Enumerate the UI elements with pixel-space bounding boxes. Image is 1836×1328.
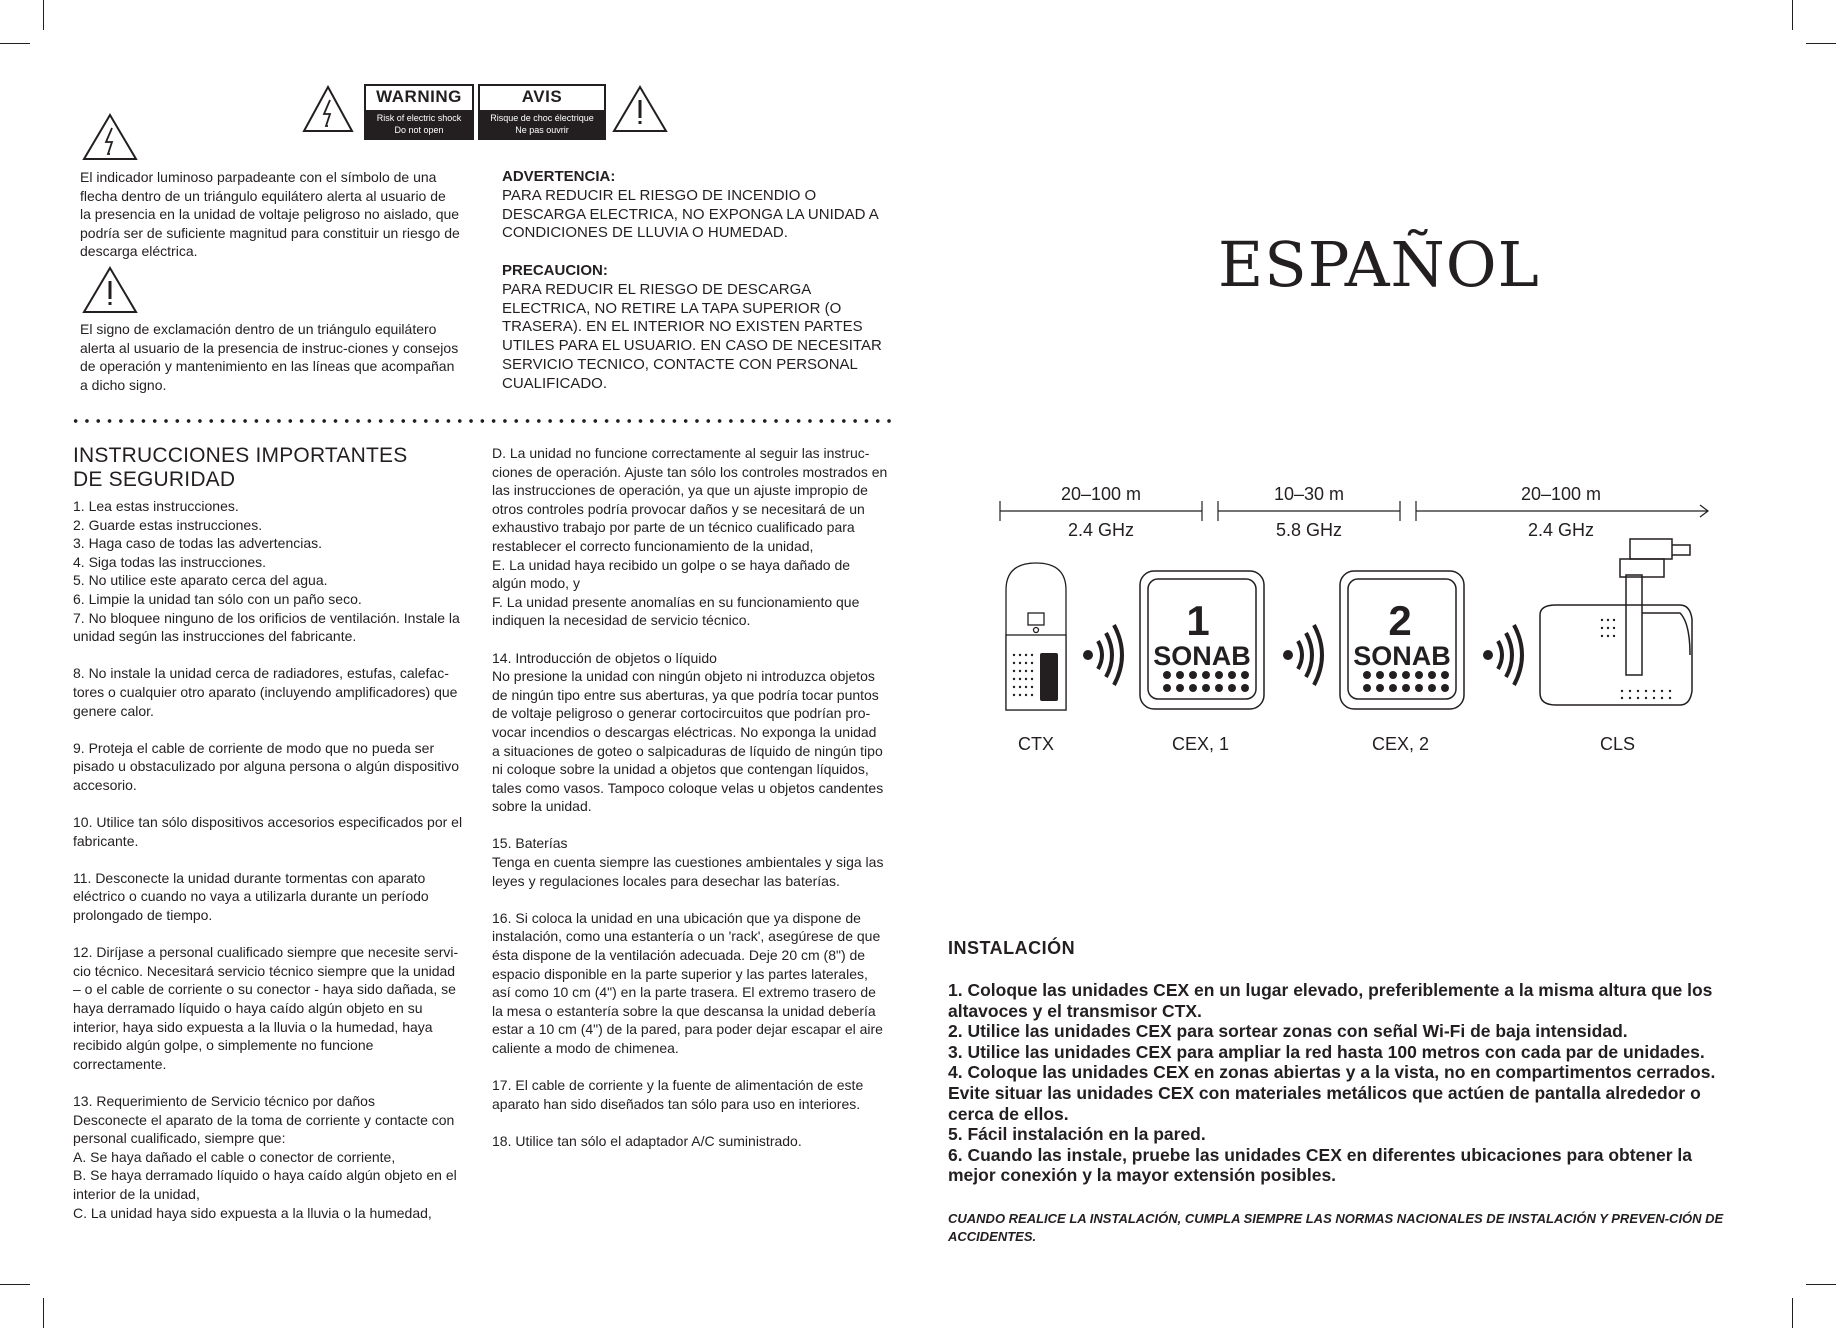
language-title: ESPAÑOL [1218,228,1540,301]
safety-paragraph: 10. Utilice tan sólo dispositivos accesorios especificados por el fabricante. [73,814,463,849]
device-label-cls: CLS [1600,734,1636,754]
safety-paragraph: 13. Requerimiento de Servicio técnico por daños Desconecte el aparato de la toma de corriente y contacte con personal cualificado, siempre que: A. Se haya dañado el cable o conector de corriente, B. Se haya derramado líquido o haya caído algún objeto en el interior de la unidad, C. La unidad haya sido expuesta a la lluvia o la humedad, [73,1093,457,1221]
warning-line1: Risk of electric shock [376,113,462,123]
cex1-brand: SONAB [1153,641,1251,671]
cex2-number: 2 [1388,597,1412,644]
safety-paragraph: 12. Diríjase a personal cualificado siempre que necesite servi-cio técnico. Necesitará servicio técnico siempre que la unidad – o el cable de corriente o su conector - haya sido dañada, se haya derramado líquido o haya caído algún objeto en su interior, haya sido expuesta a la lluvia o la humedad, haya recibido algún golpe, o simplemente no funcione correctamente. [73,944,459,1072]
distance-range-1: 20–100 m [1060,484,1142,504]
safety-heading: INSTRUCCIONES IMPORTANTES DE SEGURIDAD [73,444,408,491]
safety-column-1 [73,497,465,1222]
safety-paragraph: 18. Utilice tan sólo el adaptador A/C suministrado. [492,1132,802,1149]
safety-paragraph: 11. Desconecte la unidad durante tormentas con aparato eléctrico o cuando no vaya a utilizarla durante un período prolongado de tiempo. [73,869,429,924]
lightning-triangle-icon [82,112,138,162]
installation-note: CUANDO REALICE LA INSTALACIÓN, CUMPLA SIEMPRE LAS NORMAS NACIONALES DE INSTALACIÓN Y PREVEN-CIÓN DE ACCIDENTES. [948,1211,1724,1244]
avis-line1: Risque de choc électrique [490,113,594,123]
safety-paragraph: 15. Baterías Tenga en cuenta siempre las cuestiones ambientales y siga las leyes y regulaciones locales para desechar las baterías. [492,835,884,889]
safety-paragraph: 8. No instale la unidad cerca de radiadores, estufas, calefac-tores o cualquier otro aparato (incluyendo amplificadores) que genere calor. [73,665,458,719]
wireless-wave-icon [1283,625,1322,685]
installation-heading: INSTALACIÓN [948,938,1076,958]
safety-paragraph: 9. Proteja el cable de corriente de modo que no pueda ser pisado u obstaculizado por alguna persona o algún dispositivo accesorio. [73,739,460,793]
wireless-wave-icon [1083,625,1122,685]
distance-band-3: 2.4 GHz [1527,520,1595,540]
network-diagram [990,495,1720,725]
lightning-explanation: El indicador luminoso parpadeante con el símbolo de una flecha dentro de un triángulo equilátero alerta al usuario de la presencia en la unidad de voltaje peligroso no aislado, que podría ser de suficiente magnitud para constituir un riesgo de descarga eléctrica. [80,169,460,260]
warning-label [364,84,474,140]
cex1-number: 1 [1186,597,1210,644]
precaucion-title: PRECAUCION: [502,261,608,279]
warning-title: WARNING [376,87,462,106]
cex2-brand: SONAB [1353,641,1451,671]
device-label-cex2: CEX, 2 [1372,734,1430,754]
safety-paragraph: 17. El cable de corriente y la fuente de alimentación de este aparato han sido diseñados tan sólo para uso en interiores. [492,1077,864,1112]
distance-range-2: 10–30 m [1273,484,1345,504]
avis-line2: Ne pas ouvrir [515,125,569,135]
warning-line2: Do not open [394,125,444,135]
advertencia-text: PARA REDUCIR EL RIESGO DE INCENDIO O DESCARGA ELECTRICA, NO EXPONGA LA UNIDAD A CONDICIONES DE LLUVIA O HUMEDAD. [502,186,878,242]
exclamation-explanation: El signo de exclamación dentro de un triángulo equilátero alerta al usuario de la presencia de instruc-ciones y consejos de operación y mantenimiento en las líneas que acompañan a dicho signo. [80,321,459,393]
exclamation-triangle-icon [612,84,668,134]
distance-band-1: 2.4 GHz [1067,520,1135,540]
installation-steps: 1. Coloque las unidades CEX en un lugar elevado, preferiblemente a la misma altura que los altavoces y el transmisor CTX. 2. Utilice las unidades CEX para sortear zonas con señal Wi-Fi de baja intensidad. 3. Utilice las unidades CEX para ampliar la red hasta 100 metros con cada par de unidades. 4. Coloque las unidades CEX en zonas abiertas y a la vista, no en compartimentos cerrados. Evite situar las unidades CEX con materiales metálicos que actúen de pantalla alrededor o cerca de ellos. 5. Fácil instalación en la pared. 6. Cuando las instale, pruebe las unidades CEX en diferentes ubicaciones para obtener la mejor conexión y la mayor extensión posibles. [948,980,1716,1186]
distance-band-2: 5.8 GHz [1275,520,1343,540]
lightning-triangle-icon [302,84,354,134]
avis-label [478,84,606,140]
device-label-cex1: CEX, 1 [1172,734,1230,754]
distance-range-3: 20–100 m [1520,484,1602,504]
cls-device [1540,539,1692,705]
safety-paragraph: 1. Lea estas instrucciones. 2. Guarde estas instrucciones. 3. Haga caso de todas las advertencias. 4. Siga todas las instrucciones. 5. No utilice este aparato cerca del agua. 6. Limpie la unidad tan sólo con un paño seco. 7. No bloquee ninguno de los orificios de ventilación. Instale la unidad según las instrucciones del fabricante. [73,498,460,645]
safety-paragraph: 16. Si coloca la unidad en una ubicación que ya dispone de instalación, como una estantería o un 'rack', asegúrese de que ésta dispone de la ventilación adecuada. Deje 20 cm (8") de espacio disponible en la parte superior y las partes laterales, así como 10 cm (4") en la parte trasera. El extremo trasero de la mesa o estantería sobre la que descansa la unidad debería estar a 10 cm (4") de la pared, para poder dejar escapar el aire caliente a modo de chimenea. [492,909,883,1056]
precaucion-text: PARA REDUCIR EL RIESGO DE DESCARGA ELECTRICA, NO RETIRE LA TAPA SUPERIOR (O TRASERA). EN EL INTERIOR NO EXISTEN PARTES UTILES PARA EL USUARIO. EN CASO DE NECESITAR SERVICIO TECNICO, CONTACTE CON PERSONAL CUALIFICADO. [502,280,882,392]
device-label-ctx: CTX [1018,734,1054,754]
safety-paragraph: D. La unidad no funcione correctamente al seguir las instruc-ciones de operación. Ajuste tan sólo los controles mostrados en las instrucciones de operación, ya que un ajuste impropio de otros controles podría provocar daños y se necesitará de un exhaustivo trabajo por parte de un técnico cualificado para restablecer el correcto funcionamiento de la unidad, E. La unidad haya recibido un golpe o se haya dañado de algún modo, y F. La unidad presente anomalías en su funcionamiento que indiquen la necesidad de servicio técnico. [492,445,888,629]
safety-paragraph: 14. Introducción de objetos o líquido No presione la unidad con ningún objeto ni introduzca objetos de ningún tipo entre sus aberturas, ya que podría tocar puntos de voltaje peligroso o generar cortocircuitos que podrían pro-vocar incendios o descargas eléctricas. No exponga la unidad a situaciones de goteo o salpicaduras de líquido de ningún tipo ni coloque sobre la unidad a objetos que contengan líquidos, tales como vasos. Tampoco coloque velas u objetos candentes sobre la unidad. [492,649,884,815]
exclamation-triangle-icon [82,265,138,315]
dotted-separator [70,419,895,423]
caution-block [502,168,892,394]
safety-column-2 [492,444,888,1151]
advertencia-title: ADVERTENCIA: [502,168,616,185]
avis-title: AVIS [521,87,563,106]
wireless-wave-icon [1483,625,1522,685]
